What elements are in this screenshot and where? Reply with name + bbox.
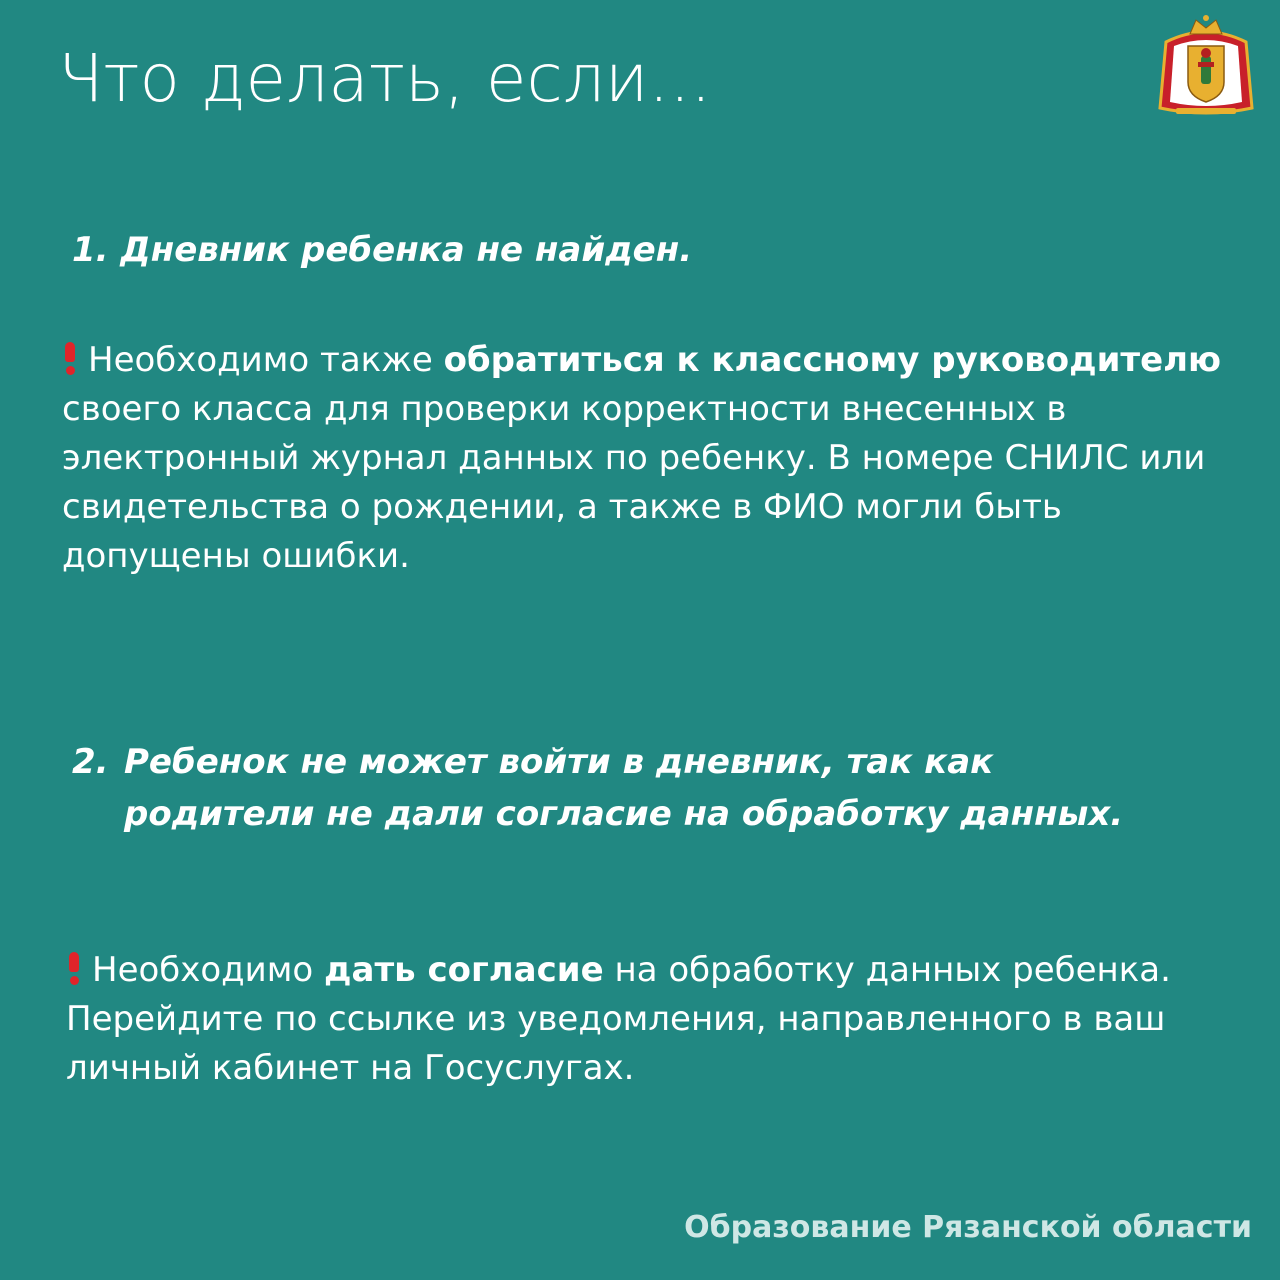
red-exclamation-icon xyxy=(62,342,76,374)
section-1-number: 1. xyxy=(72,230,109,270)
section-2-heading-text: Ребенок не может войти в дневник, так как родители не дали согласие на обработку данных. xyxy=(124,742,1124,834)
section-2-text-bold: дать согласие xyxy=(324,950,604,990)
ryazan-coat-of-arms-icon xyxy=(1156,12,1256,120)
section-2-paragraph xyxy=(66,946,1236,1093)
page-title: Что делать, если... xyxy=(58,40,712,117)
section-2-number: 2. xyxy=(72,742,109,782)
section-1-heading-text: Дневник ребенка не найден. xyxy=(120,230,693,270)
section-2-text-before: Необходимо xyxy=(92,950,325,990)
section-2-heading xyxy=(72,736,1132,840)
section-1-heading xyxy=(72,224,692,276)
footer-caption: Образование Рязанской области xyxy=(684,1210,1252,1245)
section-1-text-before: Необходимо также xyxy=(88,340,444,380)
section-1-paragraph xyxy=(62,336,1232,581)
section-1-text-after: своего класса для проверки корректности внесенных в электронный журнал данных по ребенку. В номере СНИЛС или свидетельства о рождении, а также в ФИО могли быть допущены ошибки. xyxy=(62,389,1206,576)
section-2-text-after: на обработку данных ребенка. Перейдите по ссылке из уведомления, направленного в ваш личный кабинет на Госуслугах. xyxy=(66,950,1171,1088)
red-exclamation-icon xyxy=(66,952,80,984)
section-1-text-bold: обратиться к классному руководителю xyxy=(443,340,1222,380)
